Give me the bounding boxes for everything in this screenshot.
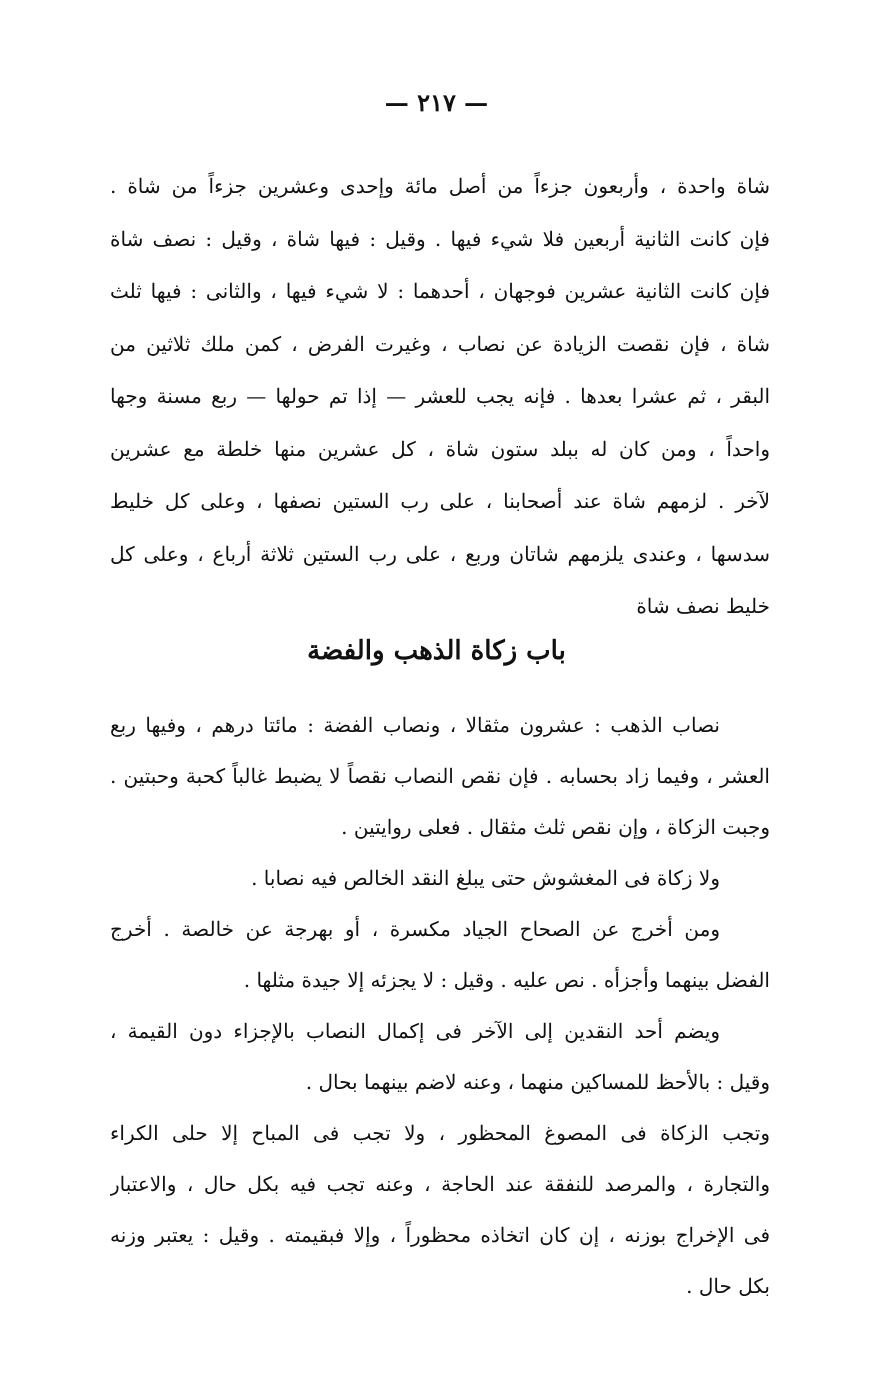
text-line: واحداً ، ومن كان له ببلد ستون شاة ، كل عشرين منها خلطة مع عشرين xyxy=(110,436,770,461)
text-line: ومن أخرج عن الصحاح الجياد مكسرة ، أو بهرجة عن خالصة . أخرج xyxy=(110,917,720,941)
text-line: البقر ، ثم عشرا بعدها . فإنه يجب للعشر — إذا تم حولها — ربع مسنة وجها xyxy=(110,384,770,408)
text-line: لآخر . لزمهم شاة عند أصحابنا ، على رب الستين نصفها ، وعلى كل خليط xyxy=(110,489,770,513)
text-line: بكل حال . xyxy=(686,1274,770,1298)
paragraph-block xyxy=(110,700,770,1312)
text-line: العشر ، وفيما زاد بحسابه . فإن نقص النصاب نقصاً لا يضبط غالباً كحبة وحبتين . xyxy=(110,764,770,788)
text-line: الفضل بينهما وأجزأه . نص عليه . وقيل : لا يجزئه إلا جيدة مثلها . xyxy=(243,968,770,992)
text-line: سدسها ، وعندى يلزمهم شاتان وربع ، على رب الستين ثلاثة أرباع ، وعلى كل xyxy=(110,541,770,566)
text-line: فإن كانت الثانية عشرين فوجهان ، أحدهما : لا شيء فيها ، والثانى : فيها ثلث xyxy=(110,279,770,303)
text-line: فى الإخراج بوزنه ، إن كان اتخاذه محظوراً ، وإلا فبقيمته . وقيل : يعتبر وزنه xyxy=(110,1223,770,1247)
text-line: وجبت الزكاة ، وإن نقص ثلث مثقال . فعلى روايتين . xyxy=(341,815,770,839)
text-line: وقيل : بالأحظ للمساكين منهما ، وعنه لاضم بينهما بحال . xyxy=(305,1070,770,1094)
text-line: ولا زكاة فى المغشوش حتى يبلغ النقد الخالص فيه نصابا . xyxy=(251,866,720,890)
text-line: وتجب الزكاة فى المصوغ المحظور ، ولا تجب فى المباح إلا حلى الكراء xyxy=(110,1121,770,1145)
text-line: نصاب الذهب : عشرون مثقالا ، ونصاب الفضة : مائتا درهم ، وفيها ربع xyxy=(110,713,720,737)
text-line: والتجارة ، والمرصد للنفقة عند الحاجة ، وعنه تجب فيه بكل حال ، والاعتبار xyxy=(110,1172,770,1196)
section-heading: باب زكاة الذهب والفضة xyxy=(307,636,566,666)
page-number: — ٢١٧ — xyxy=(384,88,489,117)
text-line: ويضم أحد النقدين إلى الآخر فى إكمال النصاب بالإجزاء دون القيمة ، xyxy=(110,1019,720,1043)
text-line: شاة واحدة ، وأربعون جزءاً من أصل مائة وإحدى وعشرين جزءاً من شاة . xyxy=(110,174,770,198)
paragraph-block xyxy=(110,160,770,633)
text-line: خليط نصف شاة xyxy=(636,594,770,618)
text-line: شاة ، فإن نقصت الزيادة عن نصاب ، وغيرت الفرض ، كمن ملك ثلاثين من xyxy=(110,331,770,356)
text-line: فإن كانت الثانية أربعين فلا شيء فيها . وقيل : فيها شاة ، وقيل : نصف شاة xyxy=(110,226,770,251)
